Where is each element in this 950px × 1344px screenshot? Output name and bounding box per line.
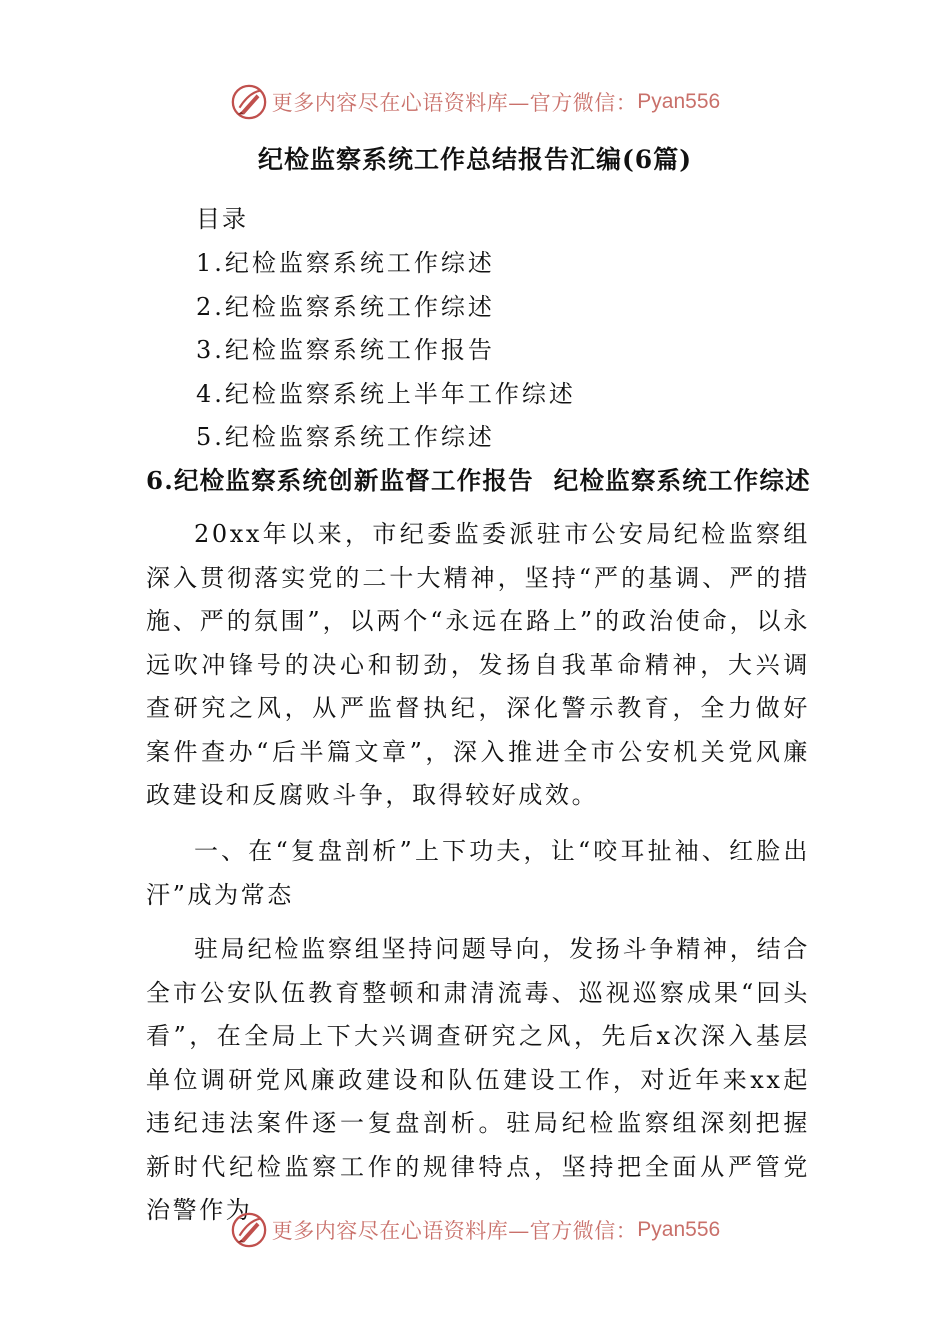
watermark-banner-bottom bbox=[0, 1208, 950, 1252]
toc-item: 2.纪检监察系统工作综述 bbox=[196, 292, 495, 321]
pen-logo-icon bbox=[230, 83, 268, 121]
toc-item: 4.纪检监察系统上半年工作综述 bbox=[196, 379, 576, 408]
toc-item: 6.纪检监察系统创新监督工作报告 bbox=[146, 466, 534, 495]
watermark-banner-top bbox=[0, 80, 950, 124]
toc-item: 5.纪检监察系统工作综述 bbox=[196, 423, 495, 451]
section-heading-paragraph: 一、在“复盘剖析”上下功夫，让“咬耳扯袖、红脸出汗”成为常态 bbox=[146, 837, 810, 909]
document-title: 纪检监察系统工作总结报告汇编(6篇) bbox=[257, 145, 693, 174]
table-of-contents bbox=[196, 243, 576, 461]
watermark-text: 更多内容尽在心语资料库—官方微信： bbox=[271, 91, 638, 115]
section-title: 纪检监察系统工作综述 bbox=[553, 466, 811, 495]
toc-heading: 目录 bbox=[196, 205, 248, 233]
toc-item-6-and-section-title bbox=[146, 462, 811, 497]
toc-item: 3.纪检监察系统工作报告 bbox=[196, 336, 495, 364]
watermark-wechat-id: Pyan556 bbox=[637, 90, 721, 113]
toc-item: 1.纪检监察系统工作综述 bbox=[196, 249, 495, 277]
pen-logo-icon bbox=[230, 1211, 268, 1249]
watermark-text: 更多内容尽在心语资料库—官方微信： bbox=[271, 1219, 638, 1243]
body-paragraph: 20xx年以来，市纪委监委派驻市公安局纪检监察组深入贯彻落实党的二十大精神，坚持“严的基调、严的措施、严的氛围”，以两个“永远在路上”的政治使命，以永远吹冲锋号的决心和韧劲，发扬自我革命精神，大兴调查研究之风，从严监督执纪，深化警示教育，全力做好案件查办“后半篇文章”，深入推进全市公安机关党风廉政建设和反腐败斗争，取得较好成效。 bbox=[146, 520, 810, 809]
watermark-wechat-id: Pyan556 bbox=[637, 1218, 721, 1241]
body-paragraph: 驻局纪检监察组坚持问题导向，发扬斗争精神，结合全市公安队伍教育整顿和肃清流毒、巡视巡察成果“回头看”，在全局上下大兴调查研究之风，先后x次深入基层单位调研党风廉政建设和队伍建设工作，对近年来xx起违纪违法案件逐一复盘剖析。驻局纪检监察组深刻把握新时代纪检监察工作的规律特点，坚持把全面从严管党治警作为 bbox=[146, 935, 810, 1224]
